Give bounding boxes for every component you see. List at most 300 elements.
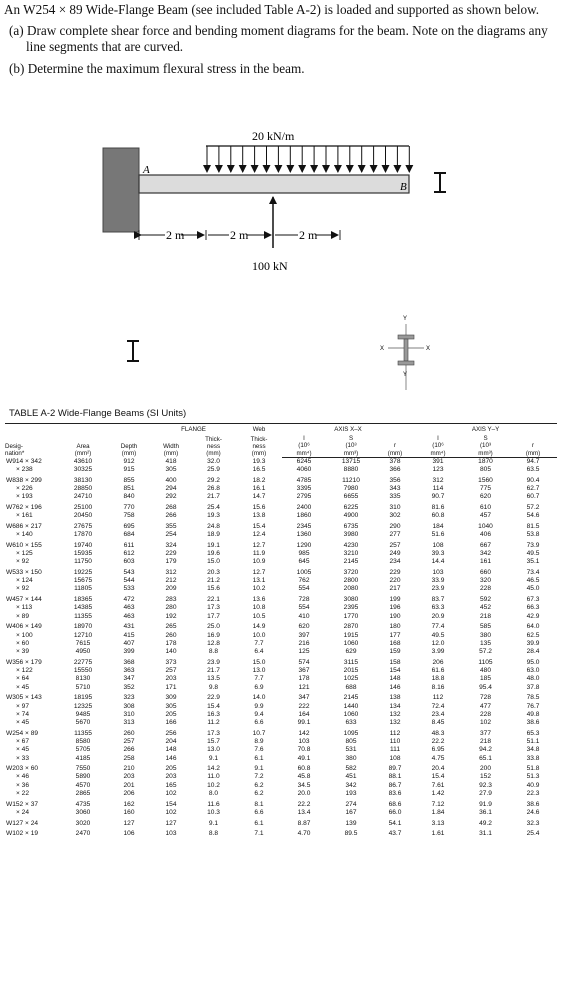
table-cell: 10.2 [252,585,266,593]
table-cell: 48.3 [431,729,445,737]
dimension-2: 2 m [230,228,249,242]
table-cell: 66.0 [388,808,402,816]
table-cell: 154 [165,800,177,808]
table-cell: 397 [298,631,310,639]
table-cell: 24.6 [526,808,540,816]
table-cell: × 36 [16,781,30,789]
table-row [5,485,557,493]
table-cell: 14385 [73,604,93,612]
table-cell: 95.4 [479,683,492,691]
table-row [5,594,557,605]
table-cell: × 39 [16,648,30,656]
table-row [5,632,557,640]
table-cell: 1.61 [431,830,445,838]
table-cell: 533 [123,585,135,593]
table-cell: 11.0 [207,773,220,781]
table-cell: 6735 [343,522,359,530]
table-cell: 13.0 [252,667,266,675]
table-cell: 190 [389,612,401,620]
table-cell: 9.1 [208,819,219,827]
table-cell: 39.9 [526,639,540,647]
table-cell: 770 [123,503,135,511]
table-cell: 324 [165,541,177,549]
table-cell: × 113 [16,604,33,612]
table-cell: 451 [345,773,357,781]
table-cell: 148 [389,675,401,683]
table-cell: 180 [389,623,401,631]
table-cell: 26.8 [207,485,220,492]
table-cell: 220 [389,577,401,585]
table-cell: 19.6 [207,549,220,557]
table-cell: 6.1 [254,819,264,827]
table-cell: 40.9 [526,781,540,789]
table-cell: 472 [123,596,135,604]
table-cell: 12.8 [207,639,220,647]
table-cell: 1040 [478,522,493,530]
table-cell: 68.6 [388,800,402,808]
table-cell: 5710 [75,683,91,691]
table-cell: 15.6 [252,503,266,511]
table-cell: 610 [480,503,492,511]
table-cell: 103 [432,568,444,576]
table-cell: 11210 [342,476,360,484]
col-iy: I (10⁶ mm⁴) [414,435,462,457]
table-cell: 22775 [73,658,93,666]
table-cell: 60.8 [431,512,445,520]
table-cell: 22.9 [207,694,220,702]
table-cell: 985 [298,549,310,557]
table-cell: 1005 [296,568,312,576]
table-cell: 48.0 [526,675,540,683]
table-cell: 2870 [343,623,359,631]
table-cell: 2395 [343,604,359,612]
table-cell: 95.0 [526,658,540,666]
table-cell: 184 [432,522,444,530]
table-cell: 9.9 [254,702,264,710]
table-cell: 86.7 [388,781,402,789]
section-axes-diagram [388,324,424,390]
table-cell: 177 [389,631,401,639]
table-cell: 840 [123,493,135,501]
table-cell: 3395 [296,485,312,492]
table-cell: 10.7 [252,729,266,737]
table-cell: 4570 [75,781,91,789]
table-cell: 457 [480,512,492,520]
table-cell: 15.6 [207,585,220,593]
table-cell: 81.5 [526,522,540,530]
table-cell: 3720 [343,568,359,576]
table-cell: 8880 [343,466,359,474]
table-cell: 203 [165,773,177,781]
table-cell: 1025 [343,675,359,683]
table-cell: 31.1 [479,830,492,838]
table-cell: 2400 [296,503,312,511]
table-cell: 25.0 [207,623,220,631]
table-row [5,520,557,531]
table-cell: 410 [298,612,310,620]
table-cell: 102 [480,719,492,727]
table-cell: 54.6 [526,512,540,520]
table-cell: 283 [165,596,177,604]
table-cell: 851 [123,485,135,492]
table-cell: 13.5 [207,675,220,683]
table-cell: 1870 [478,457,493,465]
table-cell: 582 [345,765,357,773]
table-cell: 152 [480,773,492,781]
table-cell: 308 [123,702,135,710]
problem-intro: An W254 × 89 Wide-Flange Beam (see included Table A-2) is loaded and supported as shown below. [4,2,540,17]
table-cell: 7.6 [254,746,264,754]
table-cell: 14.9 [252,623,266,631]
table-row [5,755,557,763]
table-cell: 123 [432,466,444,474]
table-row [5,648,557,656]
table-cell: 64.0 [526,623,540,631]
table-cell: 132 [389,710,401,718]
table-cell: 15.4 [207,702,220,710]
table-cell: 2015 [343,667,359,675]
table-cell: 32.0 [207,457,220,465]
table-cell: 19740 [73,541,93,549]
table-cell: 49.5 [526,549,540,557]
table-cell: 165 [165,781,177,789]
table-cell: 30325 [73,466,93,474]
table-cell: 20.9 [431,612,445,620]
table-row [5,493,557,501]
table-row [5,502,557,513]
table-cell: 6.95 [431,746,445,754]
table-cell: 310 [389,503,401,511]
col-sx: S (10³ mm³) [326,435,376,457]
table-cell: 688 [345,683,357,691]
table-cell: 25.4 [207,503,220,511]
table-cell: W102 × 19 [6,830,39,838]
table-cell: 15675 [73,577,93,585]
table-cell: 63.5 [526,466,540,474]
table-cell: 3210 [343,549,359,557]
table-cell: × 46 [16,773,30,781]
table-cell: 8.8 [208,830,219,838]
table-cell: W762 × 196 [6,503,42,511]
table-cell: 65.1 [479,754,492,762]
table-cell: 695 [123,522,135,530]
table-cell: 292 [165,493,177,501]
table-cell: 585 [480,623,492,631]
table-cell: 78.5 [526,694,540,702]
table-cell: 266 [123,746,135,754]
col-width: Width (mm) [163,442,179,458]
table-cell: 77.4 [431,623,445,631]
table-cell: 205 [165,710,177,718]
table-cell: 477 [480,702,492,710]
table-cell: 34.8 [526,746,540,754]
table-cell: 391 [432,457,444,465]
table-cell: 146 [165,754,177,762]
table-cell: 15.7 [207,737,220,745]
table-row [5,727,557,738]
table-cell: 612 [123,549,135,557]
table-cell: 33.9 [431,577,445,585]
table-cell: 206 [432,658,444,666]
table-cell: 855 [123,476,135,484]
table-cell: 18365 [73,596,93,604]
table-cell: 16.1 [252,485,266,492]
table-cell: 88.1 [388,773,402,781]
table-cell: 312 [432,476,444,484]
table-cell: 20.4 [431,765,445,773]
table-cell: 22.3 [526,790,540,798]
table-cell: 463 [123,604,135,612]
table-cell: 43.7 [388,830,402,838]
table-cell: 3.13 [431,819,445,827]
table-cell: 193 [345,790,357,798]
dimension-3: 2 m [299,228,318,242]
table-cell: 46.5 [526,577,540,585]
table-row [5,809,557,817]
table-cell: 35.1 [526,558,540,566]
table-cell: 17.7 [207,612,220,620]
table-cell: 167 [345,808,357,816]
table-cell: 11750 [74,558,92,566]
table-cell: 312 [165,568,177,576]
table-cell: 218 [480,612,492,620]
table-row [5,613,557,621]
table-cell: 554 [298,585,310,593]
table-cell: 6.9 [254,683,264,691]
axis-y-bottom-label: Y [403,372,408,378]
table-cell: 94.7 [526,457,540,465]
table-cell: 21.2 [207,577,220,585]
table-cell: 363 [123,667,135,675]
table-cell: 127 [165,819,177,827]
table-cell: 7.12 [431,800,445,808]
table-cell: 23.9 [431,585,445,593]
table-cell: 192 [165,612,177,620]
table-cell: 73.4 [526,568,540,576]
table-cell: × 45 [16,719,30,727]
table-cell: 19.3 [207,512,220,520]
col-web-thickness: Thick- ness (mm) [250,435,268,458]
table-cell: 280 [165,604,177,612]
table-cell: 203 [165,675,177,683]
table-cell: 268 [165,503,177,511]
col-group-flange: FLANGE [151,424,236,434]
table-cell: 13.4 [297,808,311,816]
table-cell: 660 [480,568,492,576]
table-cell: 36.1 [479,808,492,816]
table-cell: 3115 [343,658,359,666]
table-cell: 199 [389,596,401,604]
table-cell: 154 [389,667,401,675]
table-cell: 6.6 [254,719,264,727]
table-cell: 160 [123,808,135,816]
distributed-load-label: 20 kN/m [252,129,295,143]
table-cell: 4900 [343,512,359,520]
table-cell: 6225 [343,503,359,511]
table-cell: 91.9 [479,800,492,808]
table-cell: 132 [389,719,401,727]
table-cell: × 45 [16,746,30,754]
table-cell: 6.1 [254,754,264,762]
table-cell: 3.99 [431,648,445,656]
table-cell: 216 [298,639,310,647]
table-cell: 4185 [75,754,91,762]
table-cell: 38.6 [526,719,540,727]
axis-x-right-label: X [426,346,431,352]
table-cell: 12325 [73,702,93,710]
table-cell: 21.7 [207,493,220,501]
table-cell: 16.5 [252,466,266,474]
table-cell: 554 [298,604,310,612]
table-row [5,466,557,474]
table-cell: 33.8 [526,754,540,762]
table-cell: W457 × 144 [6,596,42,604]
table-cell: 10.0 [252,631,266,639]
table-cell: 57.2 [479,648,492,656]
table-cell: 2800 [343,577,359,585]
table-cell: 347 [298,694,310,702]
table-cell: 185 [480,675,492,683]
table-cell: 49.8 [526,710,540,718]
table-row [5,474,557,485]
table-cell: 8130 [75,675,91,683]
table-cell: 274 [345,800,357,808]
table-cell: 81.6 [431,503,445,511]
table-cell: 4785 [296,476,312,484]
part-a: (a) Draw complete shear force and bending moment diagrams for the beam. Note on the diagrams any line segments that are curved. [9,22,548,54]
table-cell: 12.4 [252,531,266,539]
table-cell: 103 [298,737,310,745]
table-cell: 5705 [75,746,91,754]
table-cell: × 92 [16,558,30,566]
table-cell: 57.2 [526,503,540,511]
table-cell: 162 [123,800,135,808]
table-cell: 257 [165,667,177,675]
table-cell: 134 [389,702,401,710]
table-cell: 38.6 [526,800,540,808]
table-cell: 758 [123,512,135,520]
table-row [5,711,557,719]
table-row [5,567,557,578]
table-cell: 234 [389,558,401,566]
table-cell: 161 [480,558,492,566]
table-cell: 367 [298,667,310,675]
table-cell: 4950 [75,648,91,656]
table-cell: 94.2 [479,746,492,754]
col-group-axis-xx: AXIS X–X [282,424,414,434]
table-cell: 620 [480,493,492,501]
table-cell: 23.9 [207,658,220,666]
table-cell: 39.3 [431,549,445,557]
table-cell: 42.9 [526,612,540,620]
dimension-1: 2 m [166,228,185,242]
table-cell: 7550 [75,765,91,773]
table-cell: 27675 [73,522,93,530]
table-cell: 343 [389,485,401,492]
fixed-wall-support [103,148,139,232]
table-cell: 7.7 [254,675,264,683]
i-beam-section-icon [434,172,446,193]
table-cell: 2080 [343,585,359,593]
table-cell: 1770 [343,612,359,620]
table-cell: 18.8 [431,675,445,683]
table-cell: 43610 [73,457,93,465]
table-cell: 684 [123,531,135,539]
table-cell: 49.1 [297,754,311,762]
table-cell: 16.3 [207,710,220,718]
distributed-load [206,146,409,172]
table-cell: 209 [165,585,177,593]
table-cell: 127 [123,819,135,827]
table-cell: 1060 [343,639,359,647]
col-group-axis-yy: AXIS Y–Y [414,424,557,434]
table-title: TABLE A-2 Wide-Flange Beams (SI Units) [9,408,187,419]
table-cell: 3060 [75,808,91,816]
table-cell: 400 [165,476,177,484]
table-cell: × 125 [16,549,33,557]
table-cell: 543 [123,568,135,576]
table-cell: 3980 [343,531,359,539]
table-cell: 9.1 [254,765,264,773]
table-cell: 12710 [73,631,93,639]
table-cell: 32.3 [526,819,540,827]
table-cell: 13715 [341,457,361,465]
i-beam-section-icon [127,340,139,362]
table-cell: 1290 [296,541,312,549]
table-cell: 257 [389,541,401,549]
table-cell: W838 × 299 [6,476,42,484]
table-cell: 728 [480,694,492,702]
table-cell: 24.8 [207,522,220,530]
table-cell: 4735 [75,800,91,808]
table-cell: 110 [389,737,401,745]
table-cell: 11.2 [207,719,220,727]
table-row [5,604,557,612]
table-cell: 14.7 [252,493,266,501]
table-cell: 13.1 [252,577,266,585]
table-cell: 305 [165,702,177,710]
table-row [5,684,557,692]
table-cell: 9.8 [208,683,219,691]
table-cell: 6.2 [254,781,264,789]
table-cell: × 161 [16,512,33,520]
table-cell: 121 [298,683,310,691]
table-cell: 10.5 [252,612,266,620]
table-cell: 65.3 [526,729,540,737]
table-cell: 257 [123,737,135,745]
table-cell: 10.8 [252,604,266,612]
table-cell: 16.9 [207,631,220,639]
table-cell: 10.2 [207,781,220,789]
table-cell: 83.6 [388,790,402,798]
table-cell: 1.84 [431,808,445,816]
table-cell: 49.2 [479,819,492,827]
table-cell: 4.75 [431,754,445,762]
table-cell: 313 [123,719,135,727]
table-cell: 2865 [75,790,91,798]
table-cell: 20450 [73,512,93,520]
table-cell: 310 [123,710,135,718]
table-cell: 277 [389,531,401,539]
col-depth: Depth (mm) [107,424,151,458]
table-cell: 20.0 [297,790,311,798]
table-cell: 19.1 [207,541,220,549]
table-cell: × 60 [16,639,30,647]
table-cell: 25.9 [207,466,220,474]
table-cell: 805 [345,737,357,745]
table-cell: 611 [123,541,135,549]
table-cell: 1860 [296,512,312,520]
